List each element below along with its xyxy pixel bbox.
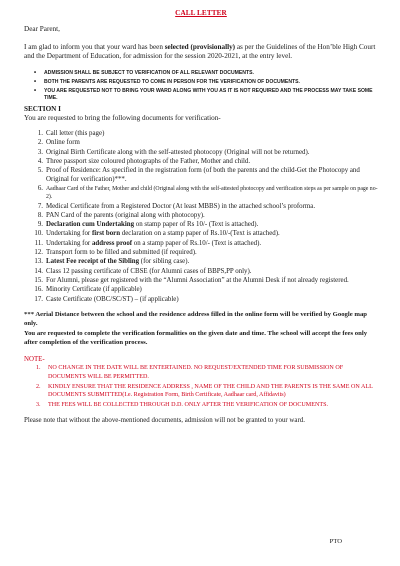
document-item	[24, 138, 378, 147]
aerial-note-text: *** Aerial Distance between the school and the residence address filled in the online form will be verified by Google map only.	[24, 310, 368, 328]
document-item-text: Online form	[46, 139, 80, 147]
note-heading: NOTE-	[24, 356, 45, 364]
document-item-number: 5.	[37, 167, 43, 175]
document-item-text: Aadhaar Card of the Father, Mother and child (Original along with the self-attested photocopy and verification steps as per sample on page no-2).	[46, 185, 378, 201]
document-item	[24, 148, 378, 157]
document-item-text: Three passport size coloured photographs of the Father, Mother and child.	[46, 157, 251, 165]
document-item-emphasis: address proof	[91, 239, 133, 247]
document-item-number: 7.	[37, 202, 43, 210]
document-item	[24, 229, 378, 238]
document-item	[24, 295, 378, 304]
please-turn-over: PTO	[329, 538, 342, 545]
note-item-number: 2.	[36, 383, 41, 390]
document-item-number: 6.	[37, 184, 43, 192]
document-item-number: 2.	[37, 139, 43, 147]
note-item-number: 1.	[36, 365, 41, 372]
document-item-emphasis: first born	[91, 230, 121, 238]
document-item-text: (for sibling case).	[139, 258, 190, 266]
document-item-number: 12.	[34, 249, 43, 257]
notes-list	[24, 364, 378, 409]
document-item-number: 16.	[34, 286, 43, 294]
note-item	[24, 383, 378, 400]
document-item-text: For Alumni, please get registered with the “Alumni Association” at the Alumni Desk if not already registered.	[46, 276, 349, 284]
documents-request-line: You are requested to bring the following documents for verification-	[24, 114, 221, 123]
intro-selected-emphasis: selected (provisionally)	[164, 42, 236, 51]
document-item-number: 3.	[37, 148, 43, 156]
document-item	[24, 166, 378, 185]
document-item-number: 14.	[34, 267, 43, 275]
document-item-number: 13.	[34, 258, 43, 266]
document-item	[24, 129, 378, 138]
section-heading: SECTION I	[24, 105, 61, 114]
document-item-text: on stamp paper of Rs 10/- (Text is attached).	[134, 221, 259, 229]
documents-list	[24, 129, 378, 304]
document-item-text: PAN Card of the parents (original along with photocopy).	[46, 211, 205, 219]
condition-item: • ADMISSION SHALL BE SUBJECT TO VERIFICATION OF ALL RELEVANT DOCUMENTS.	[44, 70, 378, 77]
document-item-number: 15.	[34, 276, 43, 284]
note-item	[24, 401, 378, 410]
document-item	[24, 267, 378, 276]
page-title: CALL LETTER	[175, 9, 227, 17]
document-item-text: declaration on a stamp paper of Rs.10/-(Text is attached).	[120, 230, 280, 238]
document-item-text: Proof of Residence: As specified in the registration form (of both the parents and the child-Get the Photocopy and Original for verification)***.	[46, 167, 360, 184]
document-item	[24, 239, 378, 248]
admission-conditions-list	[24, 70, 378, 103]
document-item-number: 9.	[37, 221, 43, 229]
closing-statement: Please note that without the above-mentioned documents, admission will not be granted to your ward.	[24, 416, 305, 424]
document-item	[24, 220, 378, 229]
document-item-text: Caste Certificate (OBC/SC/ST) – (if applicable)	[46, 295, 179, 303]
condition-item: • YOU ARE REQUESTED NOT TO BRING YOUR WARD ALONG WITH YOU AS IT IS NOT REQUIRED AND THE PROCESS MAY TAKE SOME TIME.	[44, 88, 378, 103]
document-item	[24, 276, 378, 285]
aerial-distance-note	[24, 310, 378, 348]
document-item	[24, 248, 378, 257]
document-item-text: Transport form to be filled and submitted (if required).	[46, 249, 197, 257]
document-item-number: 4.	[37, 157, 43, 165]
document-item-number: 17.	[34, 295, 43, 303]
document-item-text: Undertaking for	[46, 239, 92, 247]
document-item	[24, 157, 378, 166]
intro-text-start: I am glad to inform you that your ward has been	[24, 42, 165, 51]
document-item-emphasis: Declaration cum Undertaking	[46, 221, 135, 229]
condition-item: • BOTH THE PARENTS ARE REQUESTED TO COME IN PERSON FOR THE VERIFICATION OF DOCUMENTS.	[44, 79, 378, 86]
note-item-text: NO CHANGE IN THE DATE WILL BE ENTERTAINED. NO REQUEST/EXTENDED TIME FOR SUBMISSION OF DOCUMENTS WILL BE PERMITTED.	[48, 365, 344, 381]
document-item	[24, 202, 378, 211]
verification-note-text: You are requested to complete the verification formalities on the given date and time. The school will accept the fees only after completion of the verification process.	[24, 329, 368, 347]
document-item-text: Original Birth Certificate along with the self-attested photocopy (Original will not be returned).	[46, 148, 310, 156]
document-item	[24, 257, 378, 266]
note-item-text: THE FEES WILL BE COLLECTED THROUGH D.D. ONLY AFTER THE VERIFICATION OF DOCUMENTS.	[48, 401, 328, 408]
document-item	[24, 185, 378, 202]
document-item-text: Class 12 passing certificate of CBSE (for Alumni cases of BBPS,PP only).	[46, 267, 252, 275]
note-item-text: KINDLY ENSURE THAT THE RESIDENCE ADDRESS , NAME OF THE CHILD AND THE PARENTS IS THE SAME ON ALL DOCUMENTS SUBMITTED(I.e. Registration Form, Birth Certificate, Aadhaar card, Affidavits)	[48, 383, 373, 399]
document-item-number: 1.	[37, 130, 43, 137]
document-item	[24, 285, 378, 294]
document-item-number: 8.	[37, 211, 43, 219]
note-item	[24, 364, 378, 381]
document-item-number: 10.	[34, 230, 43, 238]
document-item-text: Undertaking for	[46, 230, 92, 238]
document-item	[24, 211, 378, 220]
intro-text-end: as per the Guidelines of the Hon’ble High Court and the Department of Education, for admission for the session 2020-2021, at the entry level.	[24, 42, 376, 61]
document-item-emphasis: Latest Fee receipt of the Sibling	[46, 258, 140, 266]
note-item-number: 3.	[36, 401, 41, 408]
document-item-text: Minority Certificate (if applicable)	[46, 286, 142, 294]
document-item-text: Call letter (this page)	[46, 130, 105, 137]
document-item-text: Medical Certificate from a Registered Doctor (At least MBBS) in the attached school’s proforma.	[46, 202, 316, 210]
document-item-number: 11.	[34, 239, 43, 247]
salutation: Dear Parent,	[24, 25, 60, 33]
intro-paragraph	[24, 43, 378, 62]
document-item-text: on a stamp paper of Rs.10/- (Text is attached).	[132, 239, 262, 247]
